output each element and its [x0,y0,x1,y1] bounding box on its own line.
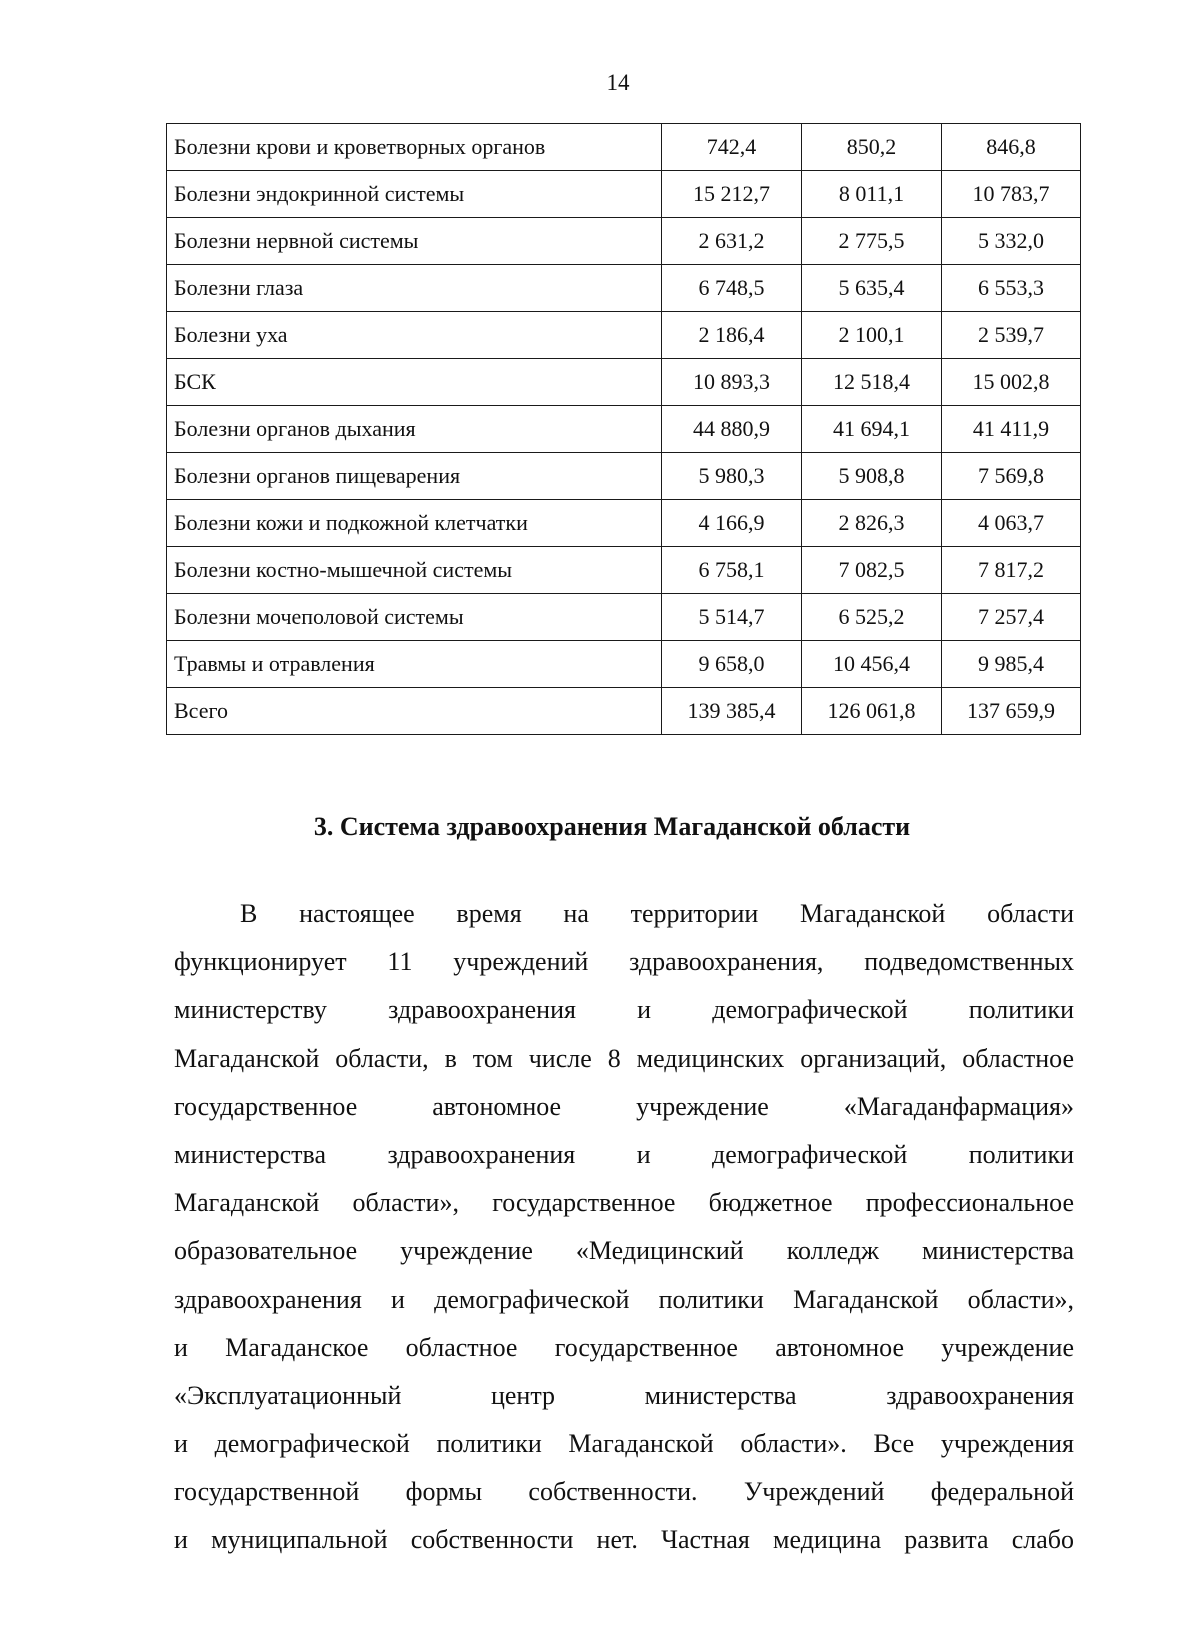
paragraph-line: функционирует 11 учреждений здравоохранения, подведомственных [174,947,1074,977]
table-row [167,312,1081,359]
page-number: 14 [606,70,630,95]
table-row [167,359,1081,406]
cell-value-col1: 15 212,7 [662,171,802,218]
cell-value-col3: 5 332,0 [942,218,1081,265]
row-label: Болезни крови и кроветворных органов [167,124,662,171]
cell-value-col3: 7 569,8 [942,453,1081,500]
table-row [167,547,1081,594]
cell-value-col2: 12 518,4 [802,359,942,406]
cell-value-col3: 7 817,2 [942,547,1081,594]
cell-value-col2: 126 061,8 [802,688,942,735]
cell-value-col2: 41 694,1 [802,406,942,453]
table-row [167,594,1081,641]
table-row [167,218,1081,265]
row-label: Болезни глаза [167,265,662,312]
paragraph-line: государственной формы собственности. Учреждений федеральной [174,1477,1074,1507]
cell-value-col2: 2 100,1 [802,312,942,359]
paragraph-line: государственное автономное учреждение «Магаданфармация» [174,1091,1074,1121]
row-label: БСК [167,359,662,406]
cell-value-col2: 8 011,1 [802,171,942,218]
row-label: Болезни кожи и подкожной клетчатки [167,500,662,547]
cell-value-col2: 850,2 [802,124,942,171]
table-row [167,265,1081,312]
cell-value-col3: 137 659,9 [942,688,1081,735]
row-label: Болезни костно-мышечной системы [167,547,662,594]
section-heading: 3. Система здравоохранения Магаданской области [313,812,911,841]
cell-value-col3: 6 553,3 [942,265,1081,312]
cell-value-col3: 4 063,7 [942,500,1081,547]
cell-value-col2: 7 082,5 [802,547,942,594]
paragraph-line: министерству здравоохранения и демографической политики [174,995,1074,1025]
cell-value-col3: 10 783,7 [942,171,1081,218]
row-label: Всего [167,688,662,735]
paragraph-line: «Эксплуатационный центр министерства здравоохранения [174,1380,1074,1410]
cell-value-col1: 4 166,9 [662,500,802,547]
row-label: Болезни эндокринной системы [167,171,662,218]
cell-value-col2: 5 908,8 [802,453,942,500]
cell-value-col1: 2 631,2 [662,218,802,265]
cell-value-col3: 846,8 [942,124,1081,171]
morbidity-table [166,123,1081,735]
paragraph-line: и демографической политики Магаданской области». Все учреждения [174,1429,1074,1459]
paragraph-line: министерства здравоохранения и демографической политики [174,1139,1074,1169]
paragraph-line: Магаданской области», государственное бюджетное профессиональное [174,1188,1074,1218]
table-row-total [167,688,1081,735]
table-row [167,641,1081,688]
cell-value-col2: 5 635,4 [802,265,942,312]
row-label: Болезни уха [167,312,662,359]
table-row [167,500,1081,547]
cell-value-col1: 9 658,0 [662,641,802,688]
table-row [167,453,1081,500]
cell-value-col1: 139 385,4 [662,688,802,735]
paragraph-line: и муниципальной собственности нет. Частная медицина развита слабо [174,1525,1074,1555]
paragraph-line: и Магаданское областное государственное автономное учреждение [174,1332,1074,1362]
paragraph-line: образовательное учреждение «Медицинский колледж министерства [174,1236,1074,1266]
row-label: Травмы и отравления [167,641,662,688]
cell-value-col3: 41 411,9 [942,406,1081,453]
cell-value-col1: 742,4 [662,124,802,171]
section-paragraph [174,890,1074,1565]
cell-value-col1: 5 980,3 [662,453,802,500]
cell-value-col1: 10 893,3 [662,359,802,406]
paragraph-line: В настоящее время на территории Магаданской области [240,899,1074,928]
cell-value-col1: 6 748,5 [662,265,802,312]
table-row [167,171,1081,218]
cell-value-col2: 6 525,2 [802,594,942,641]
row-label: Болезни мочеполовой системы [167,594,662,641]
row-label: Болезни органов пищеварения [167,453,662,500]
paragraph-line: Магаданской области, в том числе 8 медицинских организаций, областное [174,1043,1074,1073]
cell-value-col1: 6 758,1 [662,547,802,594]
paragraph-line: здравоохранения и демографической политики Магаданской области», [174,1284,1074,1314]
row-label: Болезни органов дыхания [167,406,662,453]
cell-value-col2: 2 826,3 [802,500,942,547]
cell-value-col2: 2 775,5 [802,218,942,265]
table-row [167,406,1081,453]
cell-value-col2: 10 456,4 [802,641,942,688]
row-label: Болезни нервной системы [167,218,662,265]
cell-value-col3: 7 257,4 [942,594,1081,641]
cell-value-col1: 44 880,9 [662,406,802,453]
cell-value-col1: 5 514,7 [662,594,802,641]
cell-value-col3: 2 539,7 [942,312,1081,359]
cell-value-col1: 2 186,4 [662,312,802,359]
cell-value-col3: 15 002,8 [942,359,1081,406]
cell-value-col3: 9 985,4 [942,641,1081,688]
table-row [167,124,1081,171]
